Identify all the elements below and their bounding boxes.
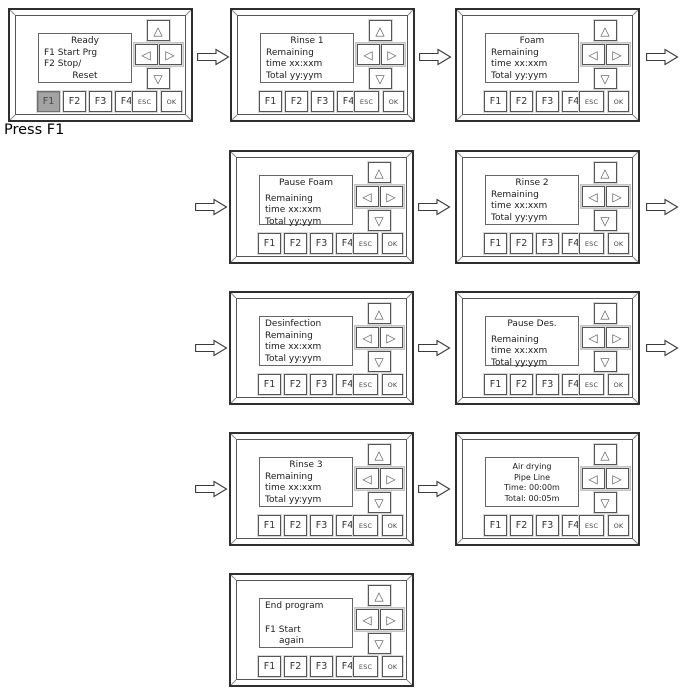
keypad-mid-row (580, 325, 631, 350)
display-line: F2 Stop/ (44, 59, 82, 69)
lcd-display (485, 316, 579, 366)
f2-button[interactable]: F2 (284, 233, 307, 254)
system-key-row (579, 233, 629, 254)
system-key-row (353, 374, 403, 395)
display-line: Pipe Line (513, 472, 551, 482)
function-key-row (37, 91, 138, 112)
esc-button[interactable]: ESC (354, 91, 379, 112)
f2-button[interactable]: F2 (510, 91, 533, 112)
f2-button[interactable]: F2 (510, 374, 533, 395)
system-key-row (353, 233, 403, 254)
keypad-up-button[interactable]: △ (368, 162, 391, 183)
display-line: Remaining (265, 193, 313, 204)
esc-button[interactable]: ESC (579, 515, 604, 536)
flow-arrow-icon (195, 339, 228, 357)
keypad-left-button[interactable]: ◁ (356, 468, 379, 489)
f4-button[interactable]: F4 (562, 374, 585, 395)
keypad-up-button[interactable]: △ (594, 303, 617, 324)
f3-button[interactable]: F3 (536, 374, 559, 395)
display-line: again (279, 636, 304, 646)
keypad-right-button[interactable]: ▷ (606, 44, 629, 65)
keypad-mid-row (355, 42, 406, 67)
f1-button[interactable]: F1 (37, 91, 60, 112)
f3-button[interactable]: F3 (310, 233, 333, 254)
display-line: Total: 00:05m (504, 493, 560, 503)
display-line: Foam (519, 36, 545, 46)
keypad-left-button[interactable]: ◁ (135, 44, 158, 65)
f3-button[interactable]: F3 (310, 515, 333, 536)
keypad-down-button[interactable]: ▽ (368, 210, 391, 231)
function-key-row (484, 91, 585, 112)
display-line: Reset (72, 70, 98, 81)
keypad (352, 303, 406, 372)
function-key-row (258, 374, 359, 395)
keypad-mid-row (580, 184, 631, 209)
esc-button[interactable]: ESC (353, 515, 378, 536)
keypad-up-button[interactable]: △ (368, 585, 391, 606)
keypad-mid-row (354, 184, 405, 209)
f4-button[interactable]: F4 (337, 91, 360, 112)
display-line: Air drying (512, 462, 552, 471)
flow-arrow-icon (197, 48, 230, 66)
keypad-down-button[interactable]: ▽ (147, 68, 170, 89)
function-key-row (258, 515, 359, 536)
display-line: time xx:xxm (265, 205, 322, 215)
ok-button[interactable]: OK (383, 91, 404, 112)
keypad-mid-row (133, 42, 184, 67)
keypad (352, 585, 406, 654)
keypad-mid-row (580, 466, 631, 491)
system-key-row (579, 91, 629, 112)
f2-button[interactable]: F2 (284, 656, 307, 677)
hmi-panel-rinse2 (455, 150, 640, 264)
display-line: Pause Foam (279, 178, 333, 188)
keypad-down-button[interactable]: ▽ (594, 492, 617, 513)
display-line: Remaining (491, 189, 539, 200)
f3-button[interactable]: F3 (536, 91, 559, 112)
display-line: Total yy:yym (491, 70, 548, 81)
display-line: F1 Start Prg (44, 47, 98, 58)
keypad-right-button[interactable]: ▷ (380, 468, 403, 489)
esc-button[interactable]: ESC (353, 656, 378, 677)
flow-arrow-icon (646, 198, 679, 216)
lcd-display (259, 457, 353, 507)
f4-button[interactable]: F4 (562, 233, 585, 254)
keypad-left-button[interactable]: ◁ (582, 327, 605, 348)
keypad (578, 20, 632, 89)
f1-button[interactable]: F1 (484, 374, 507, 395)
f1-button[interactable]: F1 (258, 374, 281, 395)
keypad (578, 444, 632, 513)
f1-button[interactable]: F1 (258, 656, 281, 677)
lcd-display (260, 33, 354, 83)
keypad-down-button[interactable]: ▽ (594, 68, 617, 89)
flow-arrow-icon (418, 339, 451, 357)
f1-button[interactable]: F1 (484, 91, 507, 112)
keypad-left-button[interactable]: ◁ (582, 44, 605, 65)
esc-button[interactable]: ESC (132, 91, 157, 112)
f3-button[interactable]: F3 (311, 91, 334, 112)
keypad-left-button[interactable]: ◁ (356, 186, 379, 207)
function-key-row (484, 515, 585, 536)
keypad-left-button[interactable]: ◁ (582, 186, 605, 207)
hmi-panel-end_program (229, 573, 414, 687)
display-line: time xx:xxm (265, 483, 322, 493)
ok-button[interactable]: OK (382, 233, 403, 254)
keypad-up-button[interactable]: △ (594, 444, 617, 465)
display-line: Time: 00:00m (504, 483, 560, 492)
flow-arrow-icon (418, 480, 451, 498)
display-line: Total yy:yym (265, 494, 322, 505)
f2-button[interactable]: F2 (510, 233, 533, 254)
keypad-up-button[interactable]: △ (594, 20, 617, 41)
display-line: Remaining (491, 47, 539, 58)
keypad (352, 162, 406, 231)
keypad-left-button[interactable]: ◁ (356, 327, 379, 348)
lcd-display (259, 175, 353, 225)
lcd-display (259, 316, 353, 366)
f4-button[interactable]: F4 (336, 515, 359, 536)
keypad-up-button[interactable]: △ (147, 20, 170, 41)
ok-button[interactable]: OK (608, 233, 629, 254)
ok-button[interactable]: OK (382, 374, 403, 395)
flow-arrow-icon (195, 480, 228, 498)
display-line: Total yy:yym (265, 353, 322, 364)
display-line: Total yy:yym (491, 357, 548, 368)
f4-button[interactable]: F4 (336, 656, 359, 677)
f3-button[interactable]: F3 (310, 656, 333, 677)
f2-button[interactable]: F2 (63, 91, 86, 112)
esc-button[interactable]: ESC (353, 233, 378, 254)
display-line: Total yy:yym (265, 216, 322, 227)
display-line: Rinse 2 (515, 178, 549, 188)
ok-button[interactable]: OK (382, 656, 403, 677)
display-line: time xx:xxm (265, 342, 322, 352)
f2-button[interactable]: F2 (285, 91, 308, 112)
keypad-left-button[interactable]: ◁ (356, 609, 379, 630)
keypad (352, 444, 406, 513)
display-line: Remaining (265, 330, 313, 341)
f1-button[interactable]: F1 (258, 233, 281, 254)
system-key-row (579, 374, 629, 395)
f4-button[interactable]: F4 (336, 374, 359, 395)
flow-arrow-icon (419, 48, 452, 66)
hmi-panel-foam (455, 8, 640, 122)
f3-button[interactable]: F3 (536, 515, 559, 536)
display-line: F1 Start (265, 624, 301, 635)
f4-button[interactable]: F4 (336, 233, 359, 254)
display-line: Remaining (265, 471, 313, 482)
keypad-right-button[interactable]: ▷ (606, 186, 629, 207)
display-line: End program (265, 601, 324, 611)
keypad-down-button[interactable]: ▽ (594, 351, 617, 372)
keypad (578, 162, 632, 231)
keypad-right-button[interactable]: ▷ (606, 468, 629, 489)
keypad-down-button[interactable]: ▽ (369, 68, 392, 89)
display-line: time xx:xxm (491, 346, 548, 356)
keypad-down-button[interactable]: ▽ (594, 210, 617, 231)
esc-button[interactable]: ESC (579, 374, 604, 395)
keypad-right-button[interactable]: ▷ (380, 186, 403, 207)
keypad-down-button[interactable]: ▽ (368, 633, 391, 654)
display-line: Remaining (491, 334, 539, 345)
display-line: Rinse 3 (289, 460, 323, 470)
display-line: Rinse 1 (290, 36, 324, 46)
keypad-right-button[interactable]: ▷ (380, 609, 403, 630)
hmi-panel-rinse3 (229, 432, 414, 546)
hmi-panel-ready (8, 8, 193, 122)
esc-button[interactable]: ESC (579, 91, 604, 112)
keypad-down-button[interactable]: ▽ (368, 492, 391, 513)
f2-button[interactable]: F2 (284, 515, 307, 536)
esc-button[interactable]: ESC (579, 233, 604, 254)
display-line: Total yy:yym (266, 70, 323, 81)
display-line: Desinfection (265, 319, 322, 329)
function-key-row (484, 233, 585, 254)
keypad-up-button[interactable]: △ (368, 303, 391, 324)
f4-button[interactable]: F4 (562, 91, 585, 112)
function-key-row (258, 656, 359, 677)
lcd-display (485, 175, 579, 225)
system-key-row (353, 656, 403, 677)
lcd-display (38, 33, 132, 83)
function-key-row (259, 91, 360, 112)
keypad-up-button[interactable]: △ (368, 444, 391, 465)
lcd-display (485, 457, 579, 507)
display-line: time xx:xxm (491, 59, 548, 69)
f1-button[interactable]: F1 (484, 233, 507, 254)
keypad-mid-row (580, 42, 631, 67)
flow-arrow-icon (646, 339, 679, 357)
f3-button[interactable]: F3 (89, 91, 112, 112)
f3-button[interactable]: F3 (536, 233, 559, 254)
f1-button[interactable]: F1 (484, 515, 507, 536)
keypad-right-button[interactable]: ▷ (159, 44, 182, 65)
display-line: Remaining (266, 47, 314, 58)
f3-button[interactable]: F3 (310, 374, 333, 395)
ok-button[interactable]: OK (608, 374, 629, 395)
f1-button[interactable]: F1 (259, 91, 282, 112)
hmi-panel-air_drying (455, 432, 640, 546)
flow-arrow-icon (646, 48, 679, 66)
keypad-down-button[interactable]: ▽ (368, 351, 391, 372)
system-key-row (132, 91, 182, 112)
f4-button[interactable]: F4 (115, 91, 138, 112)
display-line: Pause Des. (507, 319, 557, 329)
keypad-mid-row (354, 607, 405, 632)
f1-button[interactable]: F1 (258, 515, 281, 536)
keypad-right-button[interactable]: ▷ (381, 44, 404, 65)
keypad-mid-row (354, 325, 405, 350)
keypad (578, 303, 632, 372)
keypad-mid-row (354, 466, 405, 491)
esc-button[interactable]: ESC (353, 374, 378, 395)
hmi-panel-rinse1 (230, 8, 415, 122)
hmi-panel-desinfection (229, 291, 414, 405)
hmi-panel-pause_des (455, 291, 640, 405)
lcd-display (259, 598, 353, 648)
keypad-up-button[interactable]: △ (594, 162, 617, 183)
keypad (353, 20, 407, 89)
display-line: Ready (71, 36, 99, 46)
f2-button[interactable]: F2 (510, 515, 533, 536)
system-key-row (579, 515, 629, 536)
flow-arrow-icon (418, 198, 451, 216)
display-line: time xx:xxm (266, 59, 323, 69)
keypad-left-button[interactable]: ◁ (357, 44, 380, 65)
ok-button[interactable]: OK (608, 515, 629, 536)
ok-button[interactable]: OK (161, 91, 182, 112)
ok-button[interactable]: OK (382, 515, 403, 536)
f4-button[interactable]: F4 (562, 515, 585, 536)
function-key-row (258, 233, 359, 254)
system-key-row (354, 91, 404, 112)
keypad-right-button[interactable]: ▷ (380, 327, 403, 348)
f2-button[interactable]: F2 (284, 374, 307, 395)
system-key-row (353, 515, 403, 536)
flow-arrow-icon (195, 198, 228, 216)
display-line: time xx:xxm (491, 201, 548, 211)
hmi-panel-pause_foam (229, 150, 414, 264)
keypad-left-button[interactable]: ◁ (582, 468, 605, 489)
keypad-right-button[interactable]: ▷ (606, 327, 629, 348)
lcd-display (485, 33, 579, 83)
keypad (131, 20, 185, 89)
press-f1-label: Press F1 (4, 122, 65, 138)
ok-button[interactable]: OK (608, 91, 629, 112)
display-line: Total yy:yym (491, 212, 548, 223)
keypad-up-button[interactable]: △ (369, 20, 392, 41)
function-key-row (484, 374, 585, 395)
